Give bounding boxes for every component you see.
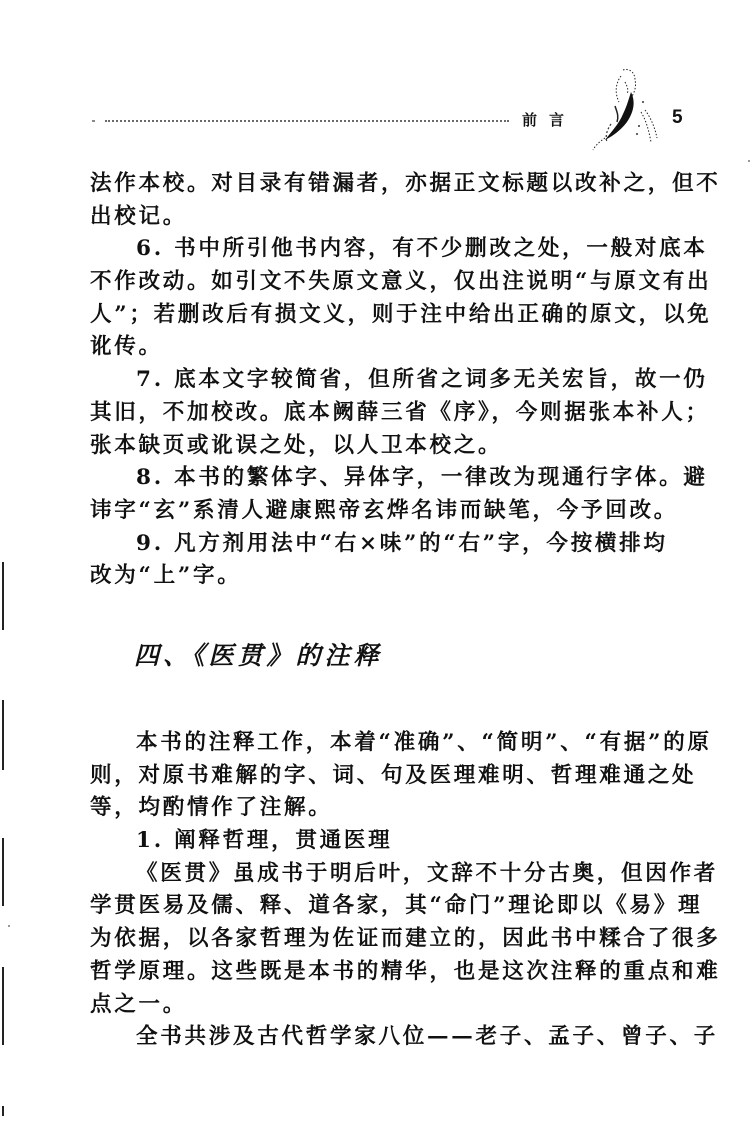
scan-margin-mark bbox=[2, 1106, 4, 1116]
text-line: 改为“上”字。 bbox=[90, 563, 242, 589]
list-item-7: 7. 底本文字较简省，但所省之词多无关宏旨，故一仍 bbox=[136, 367, 708, 393]
scan-speck bbox=[748, 160, 750, 162]
sage-portrait-icon bbox=[585, 66, 665, 152]
text-line: 则，对原书难解的字、词、句及医理难明、哲理难通之处 bbox=[90, 762, 697, 788]
scan-speck bbox=[8, 925, 10, 927]
scan-margin-mark bbox=[2, 838, 4, 906]
paragraph-start: 全书共涉及古代哲学家八位——老子、孟子、曾子、子 bbox=[136, 1024, 719, 1050]
paragraph-start: 《医贯》虽成书于明后叶，文辞不十分古奥，但因作者 bbox=[136, 860, 719, 886]
text-line: 张本缺页或讹误之处，以人卫本校之。 bbox=[90, 432, 503, 458]
section-heading: 四、《医贯》的注释 bbox=[134, 641, 383, 670]
text-line: 法作本校。对目录有错漏者，亦据正文标题以改补之，但不 bbox=[90, 171, 721, 196]
leader-dot bbox=[92, 120, 95, 122]
text-line: 点之一。 bbox=[90, 991, 188, 1017]
text-line: 其旧，不加校改。底本阙薛三省《序》，今则据张本补人； bbox=[90, 399, 710, 425]
list-item-6: 6. 书中所引他书内容，有不少删改之处，一般对底本 bbox=[136, 236, 708, 262]
list-item-8: 8. 本书的繁体字、异体字，一律改为现通行字体。避 bbox=[136, 465, 708, 491]
subheading-1: 1. 阐释哲理，贯通医理 bbox=[136, 828, 393, 854]
running-head-title: 前言 bbox=[522, 111, 577, 129]
body-text-continued bbox=[90, 168, 721, 593]
text-line: 讳字“玄”系清人避康熙帝玄烨名讳而缺笔，今予回改。 bbox=[90, 497, 678, 523]
text-line: 出校记。 bbox=[90, 203, 188, 229]
scan-margin-mark bbox=[2, 700, 4, 770]
text-line: 学贯医易及儒、释、道各家，其“命门”理论即以《易》理 bbox=[90, 893, 703, 919]
scan-margin-mark bbox=[2, 562, 4, 630]
dotted-leader-rule bbox=[105, 120, 509, 122]
list-item-9: 9. 凡方剂用法中“右×味”的“右”字，今按横排均 bbox=[136, 530, 668, 556]
paragraph-start: 本书的注释工作，本着“准确”、“简明”、“有据”的原 bbox=[136, 730, 712, 755]
text-line: 为依据，以各家哲理为佐证而建立的，因此书中糅合了很多 bbox=[90, 926, 721, 952]
text-line: 哲学原理。这些既是本书的精华，也是这次注释的重点和难 bbox=[90, 958, 721, 984]
text-line: 讹传。 bbox=[90, 334, 163, 360]
body-text-section-four bbox=[90, 727, 721, 1054]
text-line: 等，均酌情作了注解。 bbox=[90, 795, 333, 821]
text-line: 人”；若删改后有损文义，则于注中给出正确的原文，以免 bbox=[90, 301, 712, 327]
text-line: 不作改动。如引文不失原文意义，仅出注说明“与原文有出 bbox=[90, 269, 712, 295]
scan-margin-mark bbox=[2, 967, 4, 1045]
page-number: 5 bbox=[672, 107, 683, 128]
